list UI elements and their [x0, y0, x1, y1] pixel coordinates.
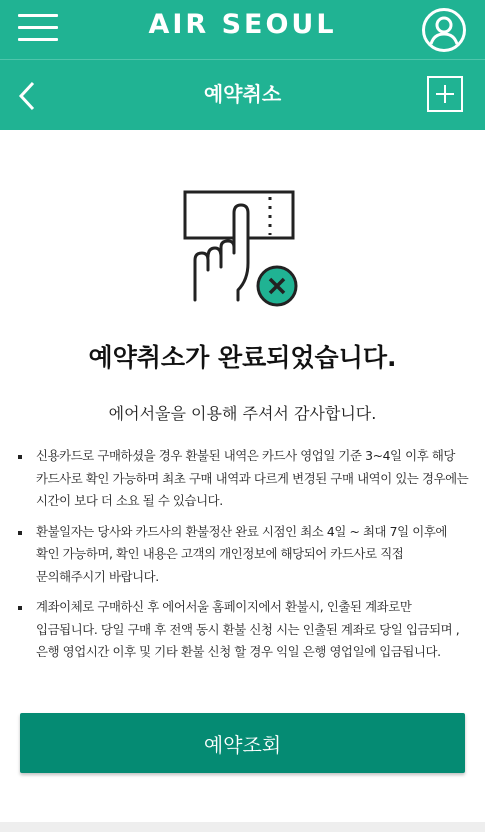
cancellation-complete-heading: 예약취소가 완료되었습니다. [88, 343, 397, 372]
footer-strip [0, 822, 485, 832]
refund-note: 계좌이체로 구매하신 후 에어서울 홈페이지에서 환불시, 인출된 계좌로만 입금됩니다. 당일 구매 후 전액 동시 환불 신청 시는 인출된 계좌로 당일 입금되며 , 은행 영업시간 이후 및 기타 환불 신청 할 경우 익일 은행 영업일에 입금됩니다. [14, 596, 472, 664]
plus-icon[interactable] [427, 76, 463, 112]
user-account-icon[interactable] [421, 7, 467, 53]
page-title: 예약취소 [203, 82, 282, 106]
refund-note: 환불일자는 당사와 카드사의 환불정산 완료 시점인 최소 4일 ~ 최대 7일 이후에 확인 가능하며, 확인 내용은 고객의 개인정보에 해당되어 카드사로 직접 문의해주시기 바랍니다. [14, 521, 472, 589]
refund-notes-list [14, 445, 472, 672]
thanks-message: 에어서울을 이용해 주셔서 감사합니다. [108, 404, 377, 423]
refund-note: 신용카드로 구매하셨을 경우 환불된 내역은 카드사 영업일 기준 3~4일 이후 해당 카드사로 확인 가능하며 최초 구매 내역과 다르게 변경된 구매 내역이 있는 경우에는 시간이 보다 더 소요 될 수 있습니다. [14, 445, 472, 513]
brand-logo[interactable]: AIR SEOUL [148, 9, 337, 40]
reservation-lookup-button[interactable]: 예약조회 [20, 713, 465, 773]
card-cancel-hand-icon [180, 185, 305, 310]
